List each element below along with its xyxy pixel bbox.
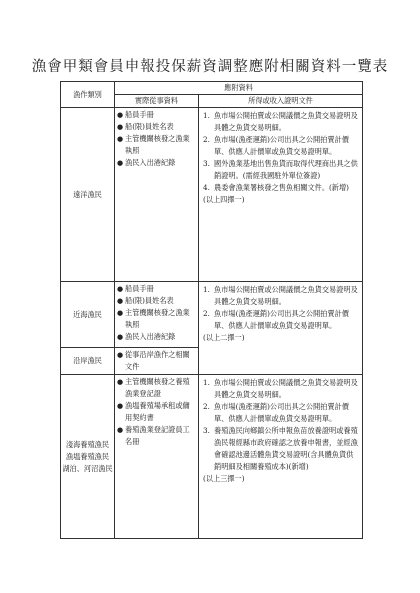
income-docs bbox=[199, 282, 363, 375]
applicant-doc: ● 養殖漁業登記證員工名冊 bbox=[117, 425, 190, 446]
income-doc: 1. 魚市場公開拍賣或公開議價之魚貨交易證明及具體之魚貨交易明細。 bbox=[203, 285, 358, 306]
fisher-type: 近海漁民 bbox=[61, 282, 115, 348]
fisher-type: 淺海養殖漁民 漁塭養殖漁民 湖泊、河沼漁民 bbox=[61, 375, 115, 539]
fisher-type: 遠洋漁民 bbox=[61, 108, 115, 282]
applicant-doc: ● 船員手冊 bbox=[117, 110, 154, 119]
applicant-doc: ● 船(限)員姓名表 bbox=[117, 296, 174, 305]
applicant-doc: ● 漁民入出港紀錄 bbox=[117, 332, 176, 341]
bullet-icon: ● bbox=[117, 351, 124, 359]
bullet-icon: ● bbox=[117, 159, 124, 167]
income-doc: 2. 魚市場(漁產運銷)公司出具之公開拍賣計價單、供應人計價單或魚貨交易證明單。 bbox=[203, 135, 349, 156]
bullet-icon: ● bbox=[117, 285, 124, 293]
applicant-doc: ● 從事沿岸漁作之相關文件 bbox=[117, 350, 190, 371]
bullet-icon: ● bbox=[117, 297, 124, 305]
income-docs bbox=[199, 108, 363, 282]
bullet-icon: ● bbox=[117, 333, 124, 341]
bullet-icon: ● bbox=[117, 135, 124, 143]
applicant-doc: ● 船員手冊 bbox=[117, 284, 154, 293]
applicant-doc: ● 船(限)員姓名表 bbox=[117, 122, 174, 131]
applicant-docs bbox=[115, 348, 199, 375]
sub-applicant-header: 實際從事資料 bbox=[115, 95, 199, 108]
page-title: 漁會甲類會員申報投保薪資調整應附相關資料一覽表 bbox=[31, 59, 389, 75]
applicant-doc: ● 主管機關核發之漁業執照 bbox=[117, 134, 190, 155]
income-doc: 2. 魚市場(漁產運銷)公司出具之公開拍賣計價單、供應人計價單或魚貨交易證明單。 bbox=[203, 309, 349, 330]
bullet-icon: ● bbox=[117, 123, 124, 131]
choice-note: (以上二擇一) bbox=[203, 333, 245, 342]
bullet-icon: ● bbox=[117, 309, 124, 317]
income-doc: 2. 魚市場(漁產運銷)公司出具之公開拍賣計價單、供應人計價單或魚貨交易證明單。 bbox=[203, 402, 349, 423]
income-doc: 1. 魚市場公開拍賣或公開議價之魚貨交易證明及具體之魚貨交易明細。 bbox=[203, 378, 358, 399]
bullet-icon: ● bbox=[117, 111, 124, 119]
income-docs bbox=[199, 375, 363, 539]
applicant-docs bbox=[115, 108, 199, 282]
choice-note: (以上四擇一) bbox=[203, 195, 245, 204]
sub-income-header: 所得或收入證明文件 bbox=[199, 95, 363, 108]
applicant-doc: ● 主管機關核發之養殖漁業登記證 bbox=[117, 377, 190, 398]
bullet-icon: ● bbox=[117, 426, 124, 434]
choice-note: (以上三擇一) bbox=[203, 474, 245, 483]
bullet-icon: ● bbox=[117, 402, 124, 410]
bullet-icon: ● bbox=[117, 378, 124, 386]
requirements-table bbox=[60, 81, 363, 539]
income-doc: 3. 國外漁業基地出售魚貨而取得代理商出具之供銷證明。(需經我國駐外單位簽證) bbox=[203, 159, 358, 180]
col-type-header: 漁作類別 bbox=[61, 82, 115, 108]
col-docs-header: 應附資料 bbox=[115, 82, 363, 95]
applicant-doc: ● 主管機關核發之漁業執照 bbox=[117, 308, 190, 329]
income-doc: 1. 魚市場公開拍賣或公開議價之魚貨交易證明及具體之魚貨交易明細。 bbox=[203, 111, 358, 132]
fisher-type: 沿岸漁民 bbox=[61, 348, 115, 375]
income-doc: 4. 農委會漁業署核發之售魚相關文件。(新增) bbox=[203, 183, 349, 192]
applicant-docs bbox=[115, 282, 199, 348]
applicant-doc: ● 漁民入出港紀錄 bbox=[117, 158, 176, 167]
applicant-docs bbox=[115, 375, 199, 539]
applicant-doc: ● 漁塭養殖場承租或傭用契約書 bbox=[117, 401, 190, 422]
income-doc: 3. 養殖漁民向鄉鎮公所申報魚苗放養證明或養殖漁民報經縣市政府確認之放養申報書，並經漁會確認池邊活體魚貨交易證明(含具體魚貨供銷明細及相關養殖成本)(新增) bbox=[203, 426, 358, 471]
